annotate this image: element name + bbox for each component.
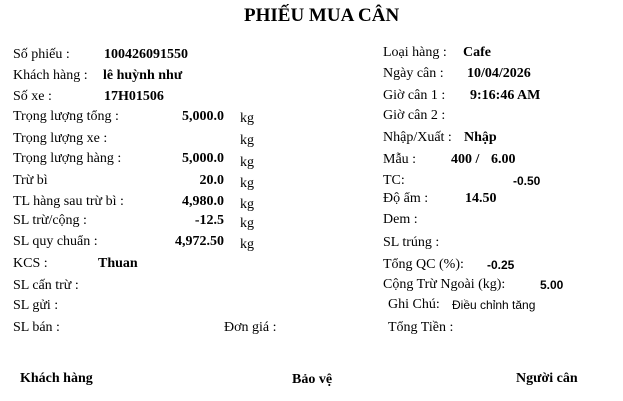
ngay-can-label: Ngày cân : — [383, 66, 444, 81]
sl-quy-chuan-value: 4,972.50 — [175, 234, 224, 249]
tl-hang-sau-tru-bi-label: TL hàng sau trừ bì : — [13, 194, 124, 209]
sl-quy-chuan-label: SL quy chuẩn : — [13, 234, 98, 249]
do-am-label: Độ ẩm : — [383, 191, 429, 206]
so-xe-label: Số xe : — [13, 89, 52, 104]
page-title: PHIẾU MUA CÂN — [244, 5, 400, 26]
mau-label: Mẫu : — [383, 152, 417, 167]
so-phieu-value: 100426091550 — [104, 47, 188, 62]
tong-qc-label: Tổng QC (%): — [383, 257, 464, 272]
sl-quy-chuan-unit: kg — [240, 237, 254, 252]
dem-label: Dem : — [383, 212, 418, 227]
gio-can-2-label: Giờ cân 2 : — [383, 108, 446, 123]
ghi-chu-label: Ghi Chú: — [388, 297, 440, 312]
tl-hang-sau-tru-bi-value: 4,980.0 — [182, 194, 224, 209]
tru-bi-value: 20.0 — [199, 173, 224, 188]
trong-luong-tong-label: Trọng lượng tổng : — [13, 109, 119, 124]
signature-khach-hang: Khách hàng — [20, 371, 93, 386]
sl-can-tru-label: SL cấn trừ : — [13, 278, 79, 293]
cong-tru-ngoai-label: Cộng Trừ Ngoài (kg): — [383, 277, 506, 292]
so-xe-value: 17H01506 — [104, 89, 164, 104]
sl-tru-cong-value: -12.5 — [194, 213, 224, 228]
tru-bi-unit: kg — [240, 176, 254, 191]
trong-luong-xe-label: Trọng lượng xe : — [13, 131, 108, 146]
sl-tru-cong-unit: kg — [240, 216, 254, 231]
signature-nguoi-can: Người cân — [516, 371, 578, 386]
signature-bao-ve: Bảo vệ — [292, 372, 333, 387]
trong-luong-hang-unit: kg — [240, 155, 254, 170]
kcs-value: Thuan — [98, 256, 138, 271]
sl-ban-label: SL bán : — [13, 320, 60, 335]
kcs-label: KCS : — [13, 256, 48, 271]
khach-hang-label: Khách hàng : — [13, 68, 88, 83]
nhap-xuat-label: Nhập/Xuất : — [383, 130, 452, 145]
gio-can-1-label: Giờ cân 1 : — [383, 88, 446, 103]
tru-bi-label: Trừ bì — [13, 173, 48, 188]
ghi-chu-value: Điều chỉnh tăng — [452, 298, 536, 312]
nhap-xuat-value: Nhập — [464, 130, 497, 145]
loai-hang-value: Cafe — [463, 45, 491, 60]
sl-trung-label: SL trúng : — [383, 235, 440, 250]
cong-tru-ngoai-value: 5.00 — [540, 278, 564, 292]
trong-luong-xe-unit: kg — [240, 133, 254, 148]
khach-hang-value: lê huỳnh như — [103, 68, 183, 83]
loai-hang-label: Loại hàng : — [383, 45, 447, 60]
tong-qc-value: -0.25 — [487, 258, 515, 272]
trong-luong-hang-value: 5,000.0 — [182, 151, 224, 166]
mau-value-2: 6.00 — [491, 152, 516, 167]
tc-label: TC: — [383, 173, 405, 188]
so-phieu-label: Số phiếu : — [13, 47, 70, 62]
mau-value: 400 / — [451, 152, 480, 167]
don-gia-label: Đơn giá : — [224, 320, 277, 335]
ngay-can-value: 10/04/2026 — [467, 66, 531, 81]
trong-luong-tong-value: 5,000.0 — [182, 109, 224, 124]
sl-tru-cong-label: SL trừ/cộng : — [13, 213, 87, 228]
trong-luong-tong-unit: kg — [240, 111, 254, 126]
do-am-value: 14.50 — [465, 191, 497, 206]
gio-can-1-value: 9:16:46 AM — [470, 88, 541, 103]
trong-luong-hang-label: Trọng lượng hàng : — [13, 151, 122, 166]
tong-tien-label: Tổng Tiền : — [388, 320, 454, 335]
tc-value: -0.50 — [513, 174, 541, 188]
tl-hang-sau-tru-bi-unit: kg — [240, 197, 254, 212]
sl-gui-label: SL gửi : — [13, 298, 59, 313]
